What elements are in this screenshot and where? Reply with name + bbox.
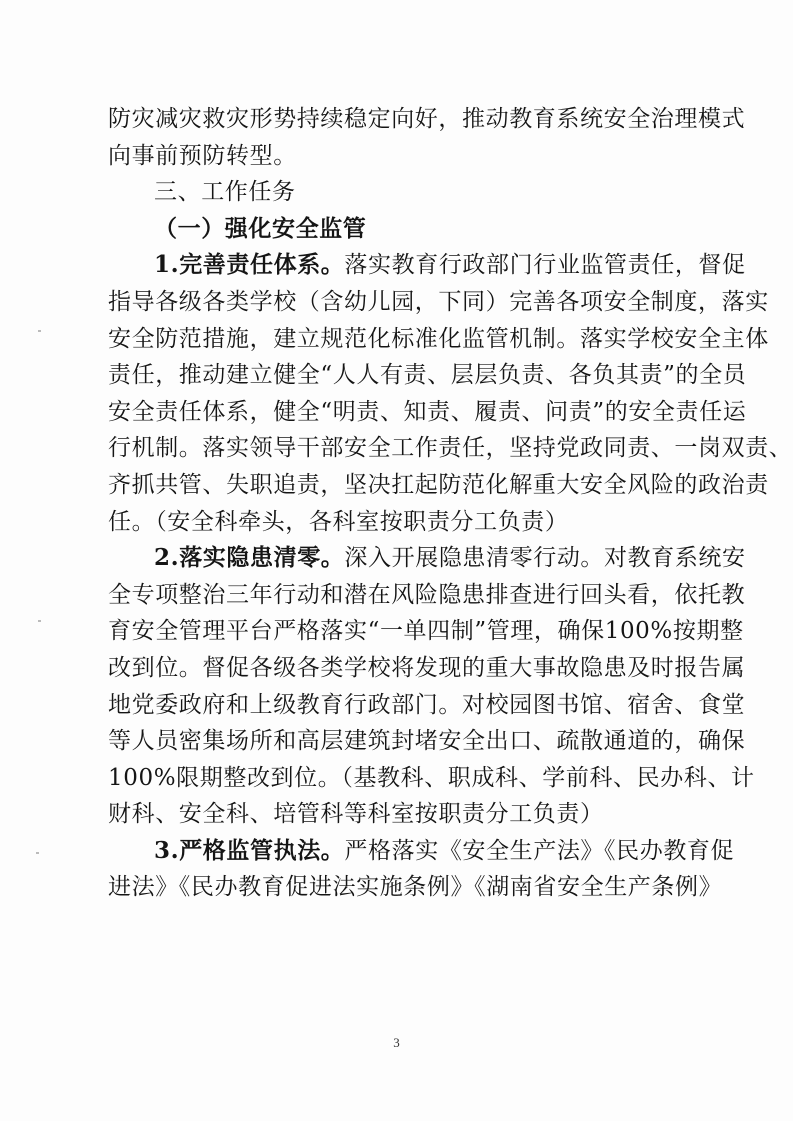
text-line <box>108 467 769 504</box>
bold-heading-text: （一）强化安全监管 <box>154 214 367 242</box>
text-line <box>108 247 746 284</box>
body-text: 进法》《民办教育促进法实施条例》《湖南省安全生产条例》 <box>108 874 723 901</box>
body-text: 地党委政府和上级教育行政部门。对校园图书馆、宿舍、食堂 <box>108 691 746 718</box>
body-text: 全专项整治三年行动和潜在风险隐患排查进行回头看，依托教 <box>108 581 746 608</box>
text-line <box>108 430 793 467</box>
body-text: 严格落实《安全生产法》《民办教育促 <box>344 837 735 864</box>
bold-heading-text: 1.完善责任体系。 <box>154 251 345 279</box>
body-text: 安全防范措施，建立规范化标准化监管机制。落实学校安全主体 <box>108 325 769 352</box>
text-line <box>108 504 693 541</box>
text-line <box>108 577 746 614</box>
body-text: 防灾减灾救灾形势持续稳定向好，推动教育系统安全治理模式 <box>108 106 746 132</box>
text-line <box>108 833 735 870</box>
text-line <box>108 211 693 248</box>
body-text: 三、工作任务 <box>154 179 296 206</box>
text-line <box>108 101 746 138</box>
body-text: 落实教育行政部门行业监管责任，督促 <box>344 252 746 279</box>
body-text: 向事前预防转型。 <box>108 142 297 169</box>
page-number: 3 <box>393 1035 400 1050</box>
text-line <box>108 540 746 577</box>
bold-heading-text: 2.落实隐患清零。 <box>154 544 345 572</box>
body-text: 行机制。落实领导干部安全工作责任，坚持党政同责、一岗双责、 <box>108 435 793 462</box>
body-text: 等人员密集场所和高层建筑封堵安全出口、疏散通道的，确保 <box>108 728 746 755</box>
scan-speck <box>38 330 41 332</box>
body-text: 100%限期整改到位。（基教科、职成科、学前科、民办科、计 <box>108 764 755 791</box>
text-line <box>108 760 755 797</box>
body-text: 责任，推动建立健全“人人有责、层层负责、各负其责”的全员 <box>108 362 747 389</box>
text-line <box>108 869 723 906</box>
body-text: 改到位。督促各级各类学校将发现的重大事故隐患及时报告属 <box>108 654 746 681</box>
text-line <box>108 394 747 431</box>
text-line <box>108 687 746 724</box>
body-text: 财科、安全科、培管科等科室按职责分工负责） <box>108 801 604 828</box>
text-line <box>108 796 693 833</box>
body-text: 安全责任体系，健全“明责、知责、履责、问责”的安全责任运 <box>108 398 747 425</box>
text-line <box>108 174 693 211</box>
text-line <box>108 357 747 394</box>
scan-speck <box>38 620 41 622</box>
text-line <box>108 138 693 175</box>
body-text: 任。（安全科牵头，各科室按职责分工负责） <box>108 508 569 535</box>
text-line <box>108 723 746 760</box>
text-line <box>108 613 744 650</box>
body-text: 育安全管理平台严格落实“一单四制”管理，确保100%按期整 <box>108 618 744 645</box>
text-line <box>108 284 769 321</box>
body-text: 指导各级各类学校（含幼儿园，下同）完善各项安全制度，落实 <box>108 288 769 315</box>
scan-speck <box>36 852 39 854</box>
body-text: 齐抓共管、失职追责，坚决扛起防范化解重大安全风险的政治责 <box>108 471 769 498</box>
text-line <box>108 321 769 358</box>
bold-heading-text: 3.严格监管执法。 <box>154 836 345 864</box>
body-text: 深入开展隐患清零行动。对教育系统安 <box>344 545 746 572</box>
text-line <box>108 650 746 687</box>
document-body <box>108 101 793 906</box>
